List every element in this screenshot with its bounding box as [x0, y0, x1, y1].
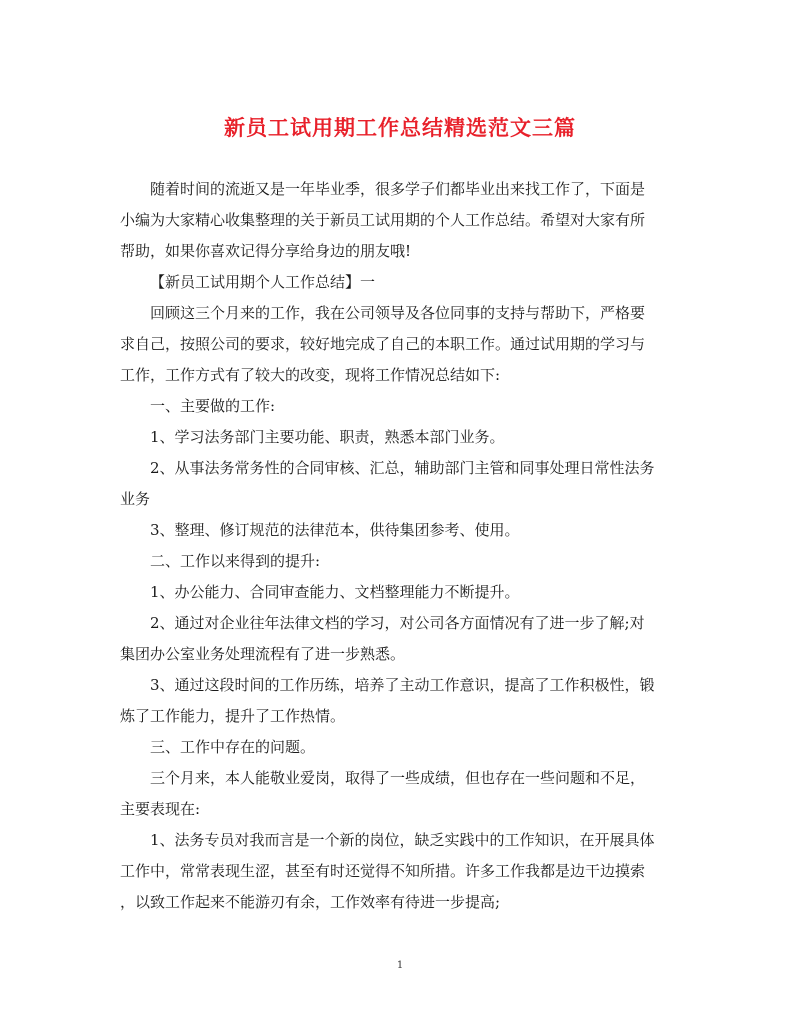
- text-line: 三个月来，本人能敬业爱岗，取得了一些成绩，但也存在一些问题和不足，: [150, 769, 646, 787]
- text-line: 小编为大家精心收集整理的关于新员工试用期的个人工作总结。希望对大家有所: [120, 211, 646, 229]
- page-number: 1: [396, 960, 404, 971]
- text-line: 3、通过这段时间的工作历练，培养了主动工作意识，提高了工作积极性，锻: [150, 676, 655, 694]
- text-line: 1、法务专员对我而言是一个新的岗位，缺乏实践中的工作知识，在开展具体: [150, 831, 655, 849]
- text-line: 业务: [120, 490, 151, 508]
- intro-paragraph: [120, 174, 676, 267]
- list-item: [120, 608, 676, 670]
- text-line: 1、办公能力、合同审查能力、文档整理能力不断提升。: [150, 583, 520, 601]
- list-item: [120, 422, 676, 453]
- text-line: 帮助，如果你喜欢记得分享给身边的朋友哦!: [120, 242, 412, 260]
- review-paragraph: [120, 298, 676, 391]
- text-line: 主要表现在:: [120, 800, 201, 818]
- subheading-main-work: [120, 391, 676, 422]
- text-line: 炼了工作能力，提升了工作热情。: [120, 707, 346, 725]
- document-body: [120, 174, 676, 918]
- text-line: 集团办公室业务处理流程有了进一步熟悉。: [120, 645, 406, 663]
- text-line: 随着时间的流逝又是一年毕业季，很多学子们都毕业出来找工作了，下面是: [150, 180, 646, 198]
- list-item: [120, 825, 676, 918]
- list-item: [120, 515, 676, 546]
- list-item: [120, 670, 676, 732]
- text-line: 工作中，常常表现生涩，甚至有时还觉得不知所措。许多工作我都是边干边摸索: [120, 862, 646, 880]
- subheading-improvement: [120, 546, 676, 577]
- text-line: 工作，工作方式有了较大的改变，现将工作情况总结如下:: [120, 366, 501, 384]
- text-line: 求自己，按照公司的要求，较好地完成了自己的本职工作。通过试用期的学习与: [120, 335, 646, 353]
- text-line: 一、主要做的工作:: [150, 397, 276, 415]
- list-item: [120, 453, 676, 515]
- text-line: 1、学习法务部门主要功能、职责，熟悉本部门业务。: [150, 428, 505, 446]
- document-title: 新员工试用期工作总结精选范文三篇: [224, 115, 576, 140]
- subheading-problems: [120, 732, 676, 763]
- text-line: 三、工作中存在的问题。: [150, 738, 316, 756]
- text-line: 【新员工试用期个人工作总结】一: [150, 273, 376, 291]
- text-line: 2、通过对企业往年法律文档的学习，对公司各方面情况有了进一步了解;对: [150, 614, 645, 632]
- text-line: 2、从事法务常务性的合同审核、汇总，辅助部门主管和同事处理日常性法务: [150, 459, 655, 477]
- text-line: 二、工作以来得到的提升:: [150, 552, 321, 570]
- text-line: 3、整理、修订规范的法律范本，供待集团参考、使用。: [150, 521, 520, 539]
- list-item: [120, 577, 676, 608]
- text-line: 回顾这三个月来的工作，我在公司领导及各位同事的支持与帮助下，严格要: [150, 304, 646, 322]
- text-line: ，以致工作起来不能游刃有余，工作效率有待进一步提高;: [120, 893, 501, 911]
- section-heading: [120, 267, 676, 298]
- problems-paragraph: [120, 763, 676, 825]
